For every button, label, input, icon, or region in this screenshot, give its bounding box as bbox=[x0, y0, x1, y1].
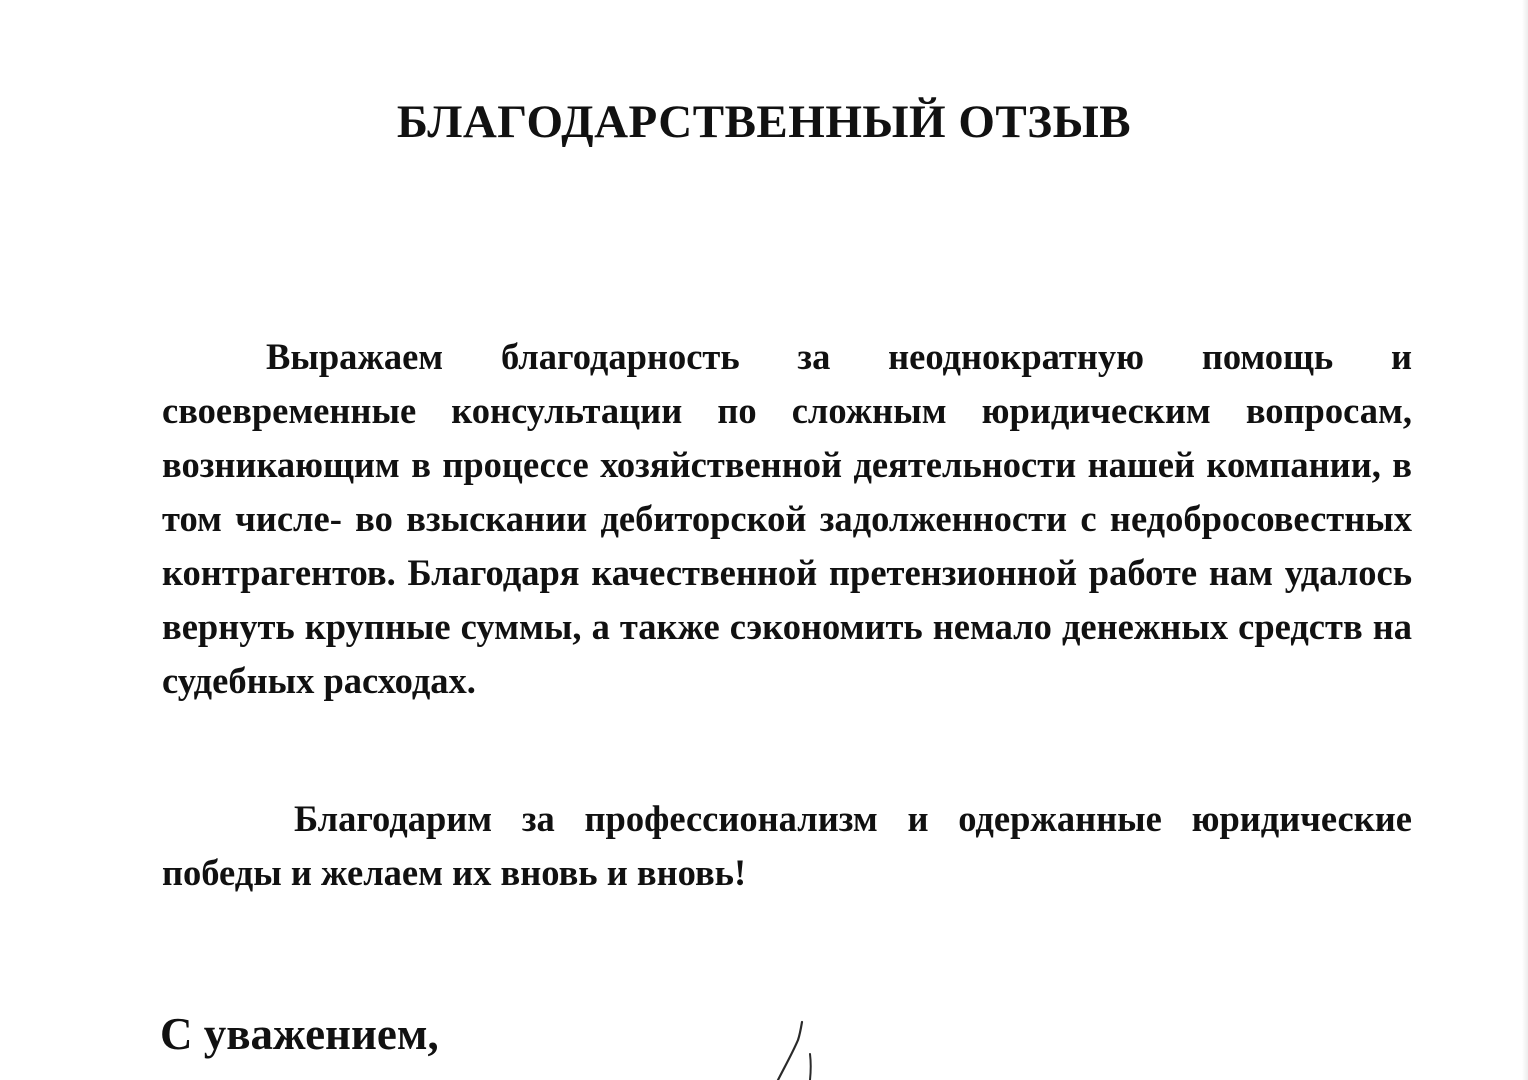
body-paragraph-wishes: Благодарим за профессионализм и одержанные юридические победы и желаем их вновь и вновь! bbox=[162, 798, 1412, 893]
body-paragraph-gratitude: Выражаем благодарность за неоднократную помощь и своевременные консультации по сложным юридическим вопросам, возникающим в процессе хозяйственной деятельности нашей компании, в том числе- во взыскании дебиторской задолженности с недобросовестных контрагентов. Благодаря качественной претензионной работе нам удалось вернуть крупные суммы, а также сэкономить немало денежных средств на судебных расходах. bbox=[162, 336, 1412, 701]
signature-stroke-icon bbox=[770, 1010, 840, 1080]
closing-salutation: С уважением, bbox=[160, 1009, 439, 1059]
document-title: БЛАГОДАРСТВЕННЫЙ ОТЗЫВ bbox=[396, 96, 1132, 148]
scan-edge-shadow bbox=[1522, 0, 1528, 1080]
